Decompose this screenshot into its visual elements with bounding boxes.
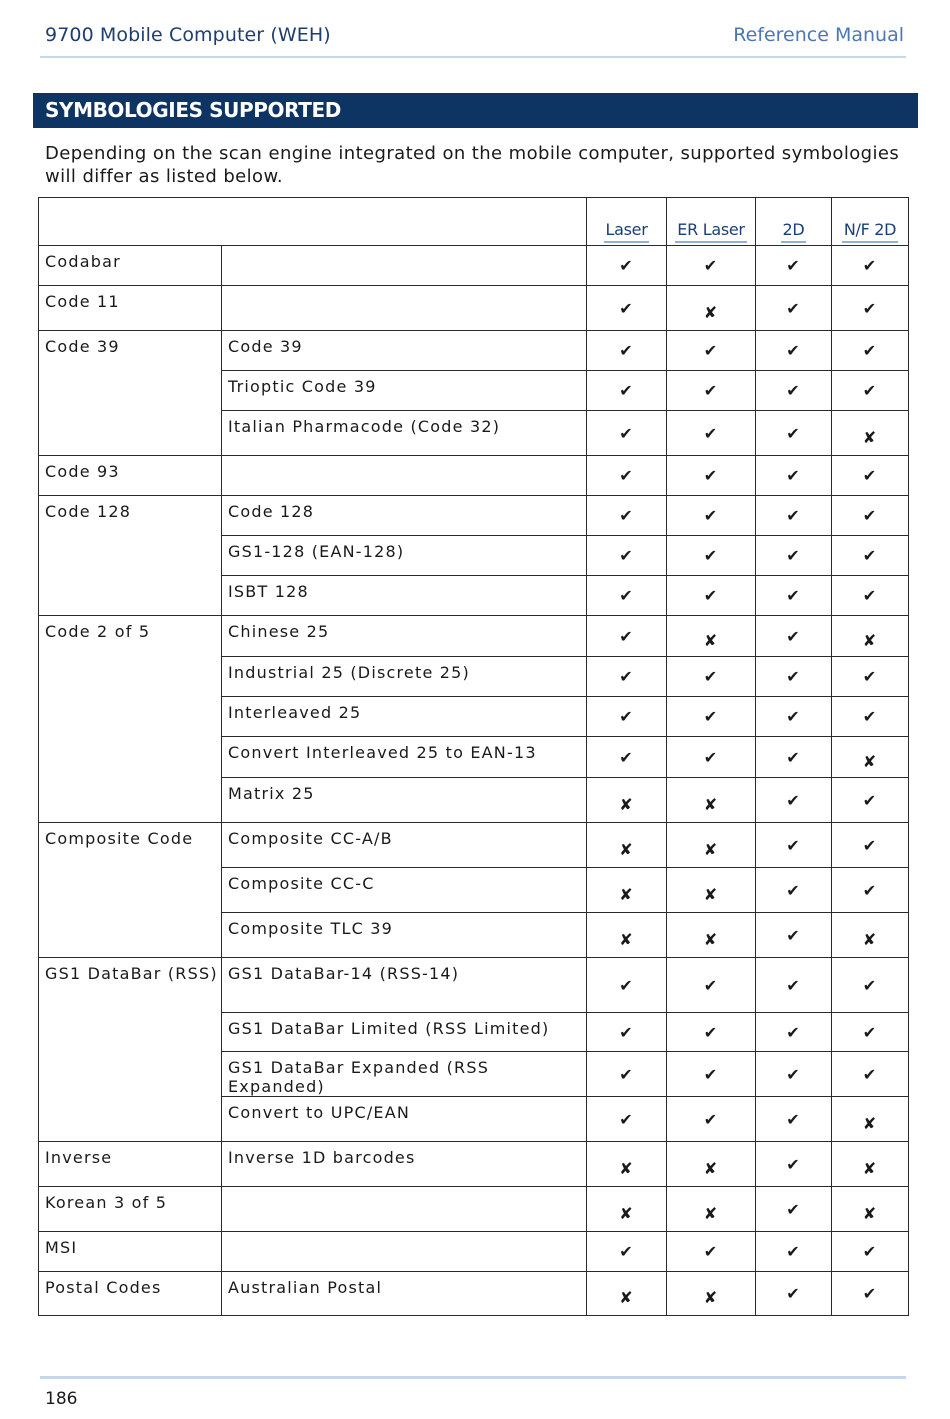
check-mark-icon: ✔ [832,496,909,536]
symbology-subtype: Convert to UPC/EAN [222,1097,587,1142]
symbology-subtype: Composite CC-C [222,868,587,913]
check-mark-icon: ✔ [756,697,832,737]
column-header [832,198,909,246]
symbology-subtype: Trioptic Code 39 [222,371,587,411]
symbology-subtype [222,246,587,286]
symbology-category: Code 39 [39,331,222,456]
symbology-subtype: Code 128 [222,496,587,536]
symbology-subtype: GS1 DataBar-14 (RSS-14) [222,958,587,1013]
symbology-subtype [222,456,587,496]
check-mark-icon: ✔ [667,246,756,286]
symbology-subtype: Composite CC-A/B [222,823,587,868]
symbology-subtype: Interleaved 25 [222,697,587,737]
check-mark-icon: ✔ [756,331,832,371]
cross-mark-icon: ✘ [667,1187,756,1232]
check-mark-icon: ✔ [667,737,756,778]
symbology-category: Code 11 [39,286,222,331]
table-row [39,496,909,536]
symbology-category: Composite Code [39,823,222,958]
symbology-subtype: ISBT 128 [222,576,587,616]
check-mark-icon: ✔ [832,456,909,496]
check-mark-icon: ✔ [756,576,832,616]
column-header-label: N/F 2D [842,220,898,243]
check-mark-icon: ✔ [756,496,832,536]
check-mark-icon: ✔ [667,576,756,616]
column-header [756,198,832,246]
cross-mark-icon: ✘ [667,286,756,331]
cross-mark-icon: ✘ [832,1097,909,1142]
check-mark-icon: ✔ [587,657,667,697]
cross-mark-icon: ✘ [832,737,909,778]
check-mark-icon: ✔ [756,913,832,958]
symbology-category: Korean 3 of 5 [39,1187,222,1232]
check-mark-icon: ✔ [587,958,667,1013]
table-row [39,456,909,496]
table-row [39,1187,909,1232]
header-blank-cell [39,198,587,246]
check-mark-icon: ✔ [587,411,667,456]
cross-mark-icon: ✘ [832,616,909,657]
cross-mark-icon: ✘ [667,823,756,868]
column-header-label: 2D [781,220,807,243]
check-mark-icon: ✔ [756,1142,832,1187]
cross-mark-icon: ✘ [832,913,909,958]
cross-mark-icon: ✘ [587,868,667,913]
cross-mark-icon: ✘ [667,1142,756,1187]
check-mark-icon: ✔ [667,331,756,371]
check-mark-icon: ✔ [756,737,832,778]
cross-mark-icon: ✘ [587,823,667,868]
check-mark-icon: ✔ [756,246,832,286]
check-mark-icon: ✔ [756,823,832,868]
check-mark-icon: ✔ [756,1187,832,1232]
footer-divider [40,1376,906,1379]
document-title: 9700 Mobile Computer (WEH) [45,24,331,46]
cross-mark-icon: ✘ [667,1272,756,1316]
check-mark-icon: ✔ [832,697,909,737]
check-mark-icon: ✔ [587,1097,667,1142]
symbology-subtype: Italian Pharmacode (Code 32) [222,411,587,456]
check-mark-icon: ✔ [587,576,667,616]
symbology-subtype: Composite TLC 39 [222,913,587,958]
check-mark-icon: ✔ [832,868,909,913]
cross-mark-icon: ✘ [832,1142,909,1187]
header-divider [40,56,906,58]
symbology-subtype: Matrix 25 [222,778,587,823]
symbology-subtype: Code 39 [222,331,587,371]
check-mark-icon: ✔ [667,1013,756,1052]
cross-mark-icon: ✘ [587,1142,667,1187]
check-mark-icon: ✔ [832,657,909,697]
check-mark-icon: ✔ [587,456,667,496]
check-mark-icon: ✔ [756,657,832,697]
check-mark-icon: ✔ [587,616,667,657]
column-header-label: Laser [604,220,650,243]
check-mark-icon: ✔ [587,286,667,331]
table-row [39,958,909,1013]
section-title: SYMBOLOGIES SUPPORTED [45,98,341,122]
symbology-subtype [222,1232,587,1272]
cross-mark-icon: ✘ [667,868,756,913]
symbology-category: Inverse [39,1142,222,1187]
check-mark-icon: ✔ [832,286,909,331]
symbology-category: Code 93 [39,456,222,496]
check-mark-icon: ✔ [832,1272,909,1316]
table-row [39,246,909,286]
symbology-category: Code 2 of 5 [39,616,222,823]
check-mark-icon: ✔ [667,456,756,496]
symbology-subtype: GS1-128 (EAN-128) [222,536,587,576]
cross-mark-icon: ✘ [832,411,909,456]
check-mark-icon: ✔ [756,958,832,1013]
check-mark-icon: ✔ [667,657,756,697]
check-mark-icon: ✔ [587,331,667,371]
check-mark-icon: ✔ [756,778,832,823]
check-mark-icon: ✔ [832,823,909,868]
symbology-subtype [222,286,587,331]
check-mark-icon: ✔ [756,456,832,496]
check-mark-icon: ✔ [832,371,909,411]
cross-mark-icon: ✘ [587,1272,667,1316]
check-mark-icon: ✔ [587,1013,667,1052]
check-mark-icon: ✔ [832,1013,909,1052]
symbology-subtype: GS1 DataBar Limited (RSS Limited) [222,1013,587,1052]
check-mark-icon: ✔ [832,331,909,371]
check-mark-icon: ✔ [587,371,667,411]
symbology-subtype: GS1 DataBar Expanded (RSS Expanded) [222,1052,587,1097]
column-header-label: ER Laser [675,220,746,243]
table-row [39,331,909,371]
table-row [39,1272,909,1316]
check-mark-icon: ✔ [667,411,756,456]
symbology-category: GS1 DataBar (RSS) [39,958,222,1142]
check-mark-icon: ✔ [832,778,909,823]
check-mark-icon: ✔ [832,958,909,1013]
section-heading-bar [33,93,918,128]
cross-mark-icon: ✘ [587,913,667,958]
check-mark-icon: ✔ [667,1232,756,1272]
check-mark-icon: ✔ [667,697,756,737]
check-mark-icon: ✔ [756,371,832,411]
symbology-subtype: Australian Postal [222,1272,587,1316]
check-mark-icon: ✔ [756,616,832,657]
symbology-subtype [222,1187,587,1232]
page-number: 186 [45,1389,78,1409]
check-mark-icon: ✔ [756,868,832,913]
symbology-subtype: Industrial 25 (Discrete 25) [222,657,587,697]
column-header [587,198,667,246]
check-mark-icon: ✔ [587,496,667,536]
intro-paragraph: Depending on the scan engine integrated on the mobile computer, supported symbologies will differ as listed below. [45,143,900,187]
table-row [39,616,909,657]
check-mark-icon: ✔ [587,1232,667,1272]
check-mark-icon: ✔ [667,1052,756,1097]
symbology-category: Code 128 [39,496,222,616]
table-row [39,1232,909,1272]
symbology-subtype: Inverse 1D barcodes [222,1142,587,1187]
manual-title: Reference Manual [733,24,904,46]
check-mark-icon: ✔ [667,536,756,576]
table-row [39,1142,909,1187]
cross-mark-icon: ✘ [667,913,756,958]
symbology-category: Postal Codes [39,1272,222,1316]
check-mark-icon: ✔ [756,1013,832,1052]
check-mark-icon: ✔ [832,1052,909,1097]
check-mark-icon: ✔ [587,246,667,286]
check-mark-icon: ✔ [587,1052,667,1097]
check-mark-icon: ✔ [667,958,756,1013]
check-mark-icon: ✔ [587,697,667,737]
symbology-subtype: Convert Interleaved 25 to EAN-13 [222,737,587,778]
cross-mark-icon: ✘ [832,1187,909,1232]
check-mark-icon: ✔ [587,737,667,778]
check-mark-icon: ✔ [832,576,909,616]
check-mark-icon: ✔ [667,371,756,411]
check-mark-icon: ✔ [756,536,832,576]
check-mark-icon: ✔ [756,286,832,331]
cross-mark-icon: ✘ [587,778,667,823]
symbology-category: Codabar [39,246,222,286]
check-mark-icon: ✔ [756,1232,832,1272]
check-mark-icon: ✔ [756,1272,832,1316]
table-header-row [39,198,909,246]
cross-mark-icon: ✘ [587,1187,667,1232]
cross-mark-icon: ✘ [667,616,756,657]
symbology-subtype: Chinese 25 [222,616,587,657]
column-header [667,198,756,246]
table-row [39,286,909,331]
check-mark-icon: ✔ [667,496,756,536]
check-mark-icon: ✔ [832,1232,909,1272]
check-mark-icon: ✔ [667,1097,756,1142]
check-mark-icon: ✔ [756,411,832,456]
check-mark-icon: ✔ [587,536,667,576]
table-row [39,823,909,868]
symbology-category: MSI [39,1232,222,1272]
symbologies-table [38,197,909,1316]
check-mark-icon: ✔ [832,246,909,286]
check-mark-icon: ✔ [756,1097,832,1142]
check-mark-icon: ✔ [832,536,909,576]
check-mark-icon: ✔ [756,1052,832,1097]
cross-mark-icon: ✘ [667,778,756,823]
